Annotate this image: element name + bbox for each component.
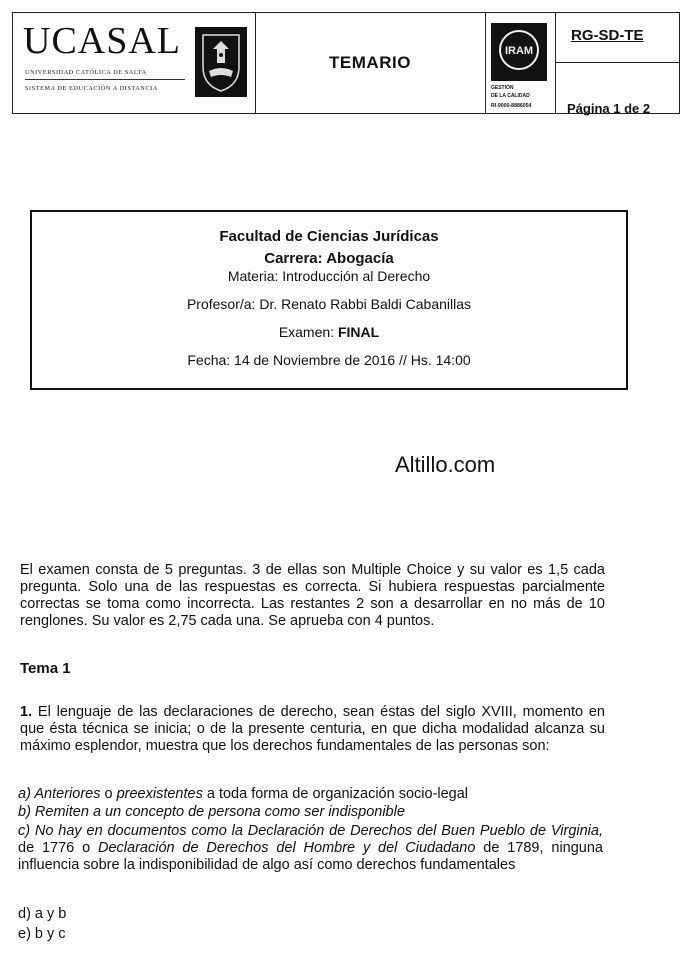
option-a-part2: o [100,786,117,802]
logo-divider [25,79,185,80]
option-e: e) b y c [18,926,66,942]
option-c [18,823,603,874]
date-line: Fecha: 14 de Noviembre de 2016 // Hs. 14:00 [187,352,471,368]
university-shield-icon [195,27,247,97]
iram-logo-text: IRAM [504,45,534,57]
subject-line: Materia: Introducción al Derecho [227,268,431,284]
question-1 [20,704,605,755]
exam-line [32,324,626,340]
document-code: RG-SD-TE [555,13,679,63]
iram-line-1: GESTIÓN [491,85,514,91]
professor-line: Profesor/a: Dr. Renato Rabbi Baldi Cabanillas [186,296,472,312]
iram-cell [485,13,556,113]
option-b: b) Remiten a un concepto de persona como ser indisponible [18,804,405,820]
option-c-part3: Declaración de Derechos del Hombre y del Ciudadano [98,840,476,856]
option-a-part4: a toda forma de organización socio-legal [202,786,469,802]
option-c-part2: de 1776 o [18,840,99,856]
tema-heading: Tema 1 [20,660,71,677]
page-prefix: Página [567,101,610,116]
ucasal-subtitle-2: SISTEMA DE EDUCACIÓN A DISTANCIA [25,85,158,92]
iram-line-3: RI-9000-8886054 [491,103,532,109]
option-c-part4: de 1789, ninguna influencia sobre la indisponibilidad de algo así como derechos fundamentales [18,840,603,873]
page-indicator [555,63,679,116]
option-a-part1: a) Anteriores [18,786,101,802]
iram-line-2: DE LA CALIDAD [491,93,530,99]
page-number: 1 [613,101,621,116]
iram-logo-icon [491,23,547,81]
exam-info-box [30,210,628,390]
document-title: TEMARIO [255,13,486,113]
page-total: 2 [642,101,651,116]
code-cell [555,13,679,116]
exam-value: FINAL [337,324,380,340]
document-header [12,12,680,114]
career-line: Carrera: Abogacía [264,250,394,267]
option-c-part1: c) No hay en documentos como la Declaración de Derechos del Buen Pueblo de Virginia, [18,823,603,839]
question-number: 1. [20,704,33,720]
ucasal-logo-text: UCASAL [23,20,182,62]
faculty-line: Facultad de Ciencias Jurídicas [219,228,439,245]
question-text: El lenguaje de las declaraciones de derecho, sean éstas del siglo XVIII, momento en que ésta técnica se inicia; o de la presente centuria, en que dicha modalidad alcanza su máximo esplendor, muestra que los derechos fundamentales de las personas son: [20,704,606,754]
exam-label: Examen: [278,324,335,340]
ucasal-logo-cell [13,13,256,113]
exam-instructions: El examen consta de 5 preguntas. 3 de ellas son Multiple Choice y su valor es 1,5 cada pregunta. Solo una de las respuestas es correcta. Si hubiera respuestas parcialmente correctas se toma como incorrecta. Las restantes 2 son a desarrollar en no más de 10 renglones. Su valor es 2,75 cada una. Se aprueba con 4 puntos. [20,562,605,629]
watermark: Altillo.com [395,452,496,477]
page-of: de [624,101,640,116]
option-d: d) a y b [18,906,67,922]
option-a [18,786,603,803]
option-a-part3: preexistentes [116,786,203,802]
ucasal-subtitle-1: UNIVERSIDAD CATÓLICA DE SALTA [25,69,147,76]
